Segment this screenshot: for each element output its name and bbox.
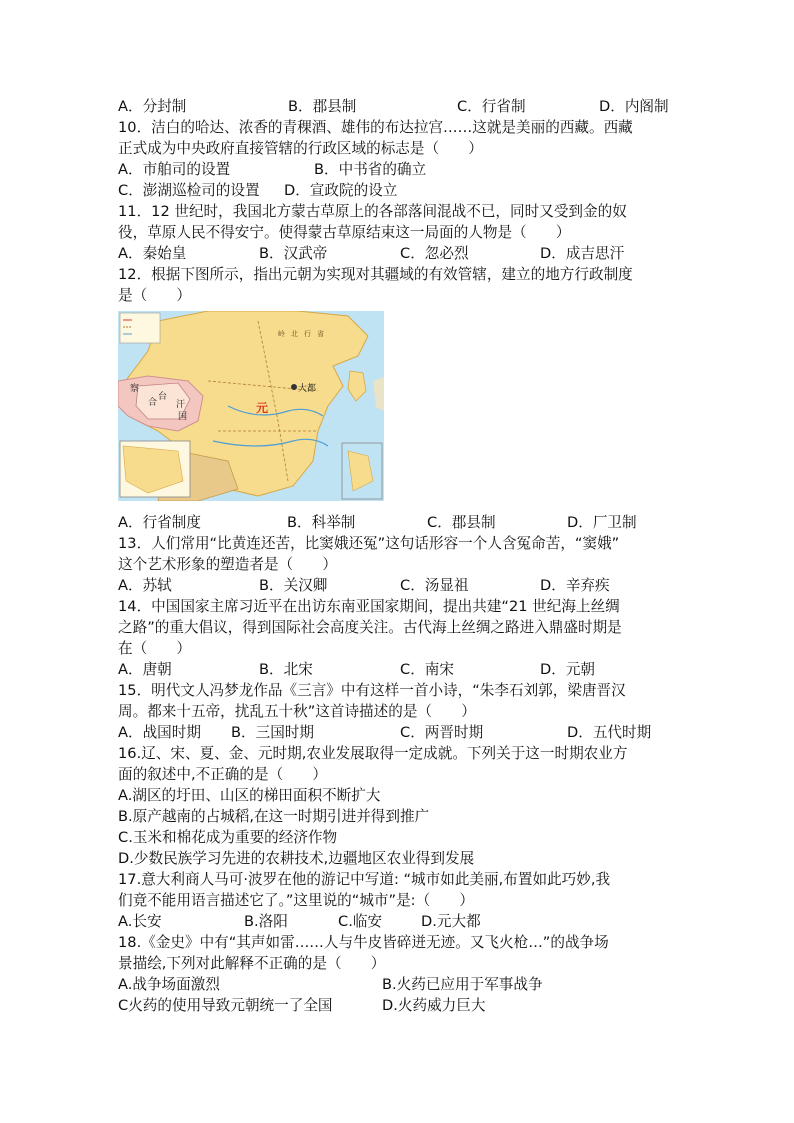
q10-option-a[interactable]: A．市舶司的设置 xyxy=(118,161,231,178)
map-label-khanate-3: 台 xyxy=(158,392,168,402)
q9-option-d[interactable]: D．内阁制 xyxy=(599,98,669,115)
q15-option-c[interactable]: C．两晋时期 xyxy=(400,724,484,741)
q17-option-b[interactable]: B.洛阳 xyxy=(244,913,288,930)
q17-stem-line2: 们竟不能用语言描述它了。”这里说的“城市”是:（ ） xyxy=(118,892,474,909)
q14-stem-line2: 之路”的重大倡议，得到国际社会高度关注。古代海上丝绸之路进入鼎盛时期是 xyxy=(118,619,622,636)
q12-option-c[interactable]: C．郡县制 xyxy=(427,514,496,531)
q13-option-c[interactable]: C．汤显祖 xyxy=(400,577,469,594)
q18-option-c[interactable]: C火药的使用导致元朝统一了全国 xyxy=(118,997,333,1014)
q11-option-d[interactable]: D．成吉思汗 xyxy=(540,245,625,262)
q17-stem-line1: 17.意大利商人马可·波罗在他的游记中写道: “城市如此美丽,布置如此巧妙,我 xyxy=(118,871,611,888)
map-label-khanate-1: 察 xyxy=(130,384,140,394)
q9-option-a[interactable]: A．分封制 xyxy=(118,98,187,115)
map-label-khanate-4: 汗 xyxy=(176,400,186,410)
q11-stem-line1: 11．12 世纪时，我国北方蒙古草原上的各部落间混战不已，同时又受到金的奴 xyxy=(118,203,627,220)
map-label-capital: 大都 xyxy=(298,384,317,394)
q15-option-a[interactable]: A．战国时期 xyxy=(118,724,201,741)
q16-option-b[interactable]: B.原产越南的占城稻,在这一时期引进并得到推广 xyxy=(118,808,430,825)
q12-option-a[interactable]: A．行省制度 xyxy=(118,514,201,531)
q15-option-d[interactable]: D．五代时期 xyxy=(567,724,652,741)
q18-stem-line1: 18.《金史》中有“其声如雷……人与牛皮皆碎迸无迹。又飞火枪…”的战争场 xyxy=(118,934,609,951)
q15-stem-line1: 15．明代文人冯梦龙作品《三言》中有这样一首小诗，“朱李石刘郭，梁唐晋汉 xyxy=(118,682,626,699)
q16-option-d[interactable]: D.少数民族学习先进的农耕技术,边疆地区农业得到发展 xyxy=(118,850,475,867)
q13-stem-line1: 13．人们常用“比黄连还苦，比窦娥还冤”这句话形容一个人含冤命苦，“窦娥” xyxy=(118,535,620,552)
q17-option-d[interactable]: D.元大都 xyxy=(421,913,481,930)
q14-stem-line1: 14．中国国家主席习近平在出访东南亚国家期间，提出共建“21 世纪海上丝绸 xyxy=(118,598,620,615)
q15-stem-line2: 周。都来十五帝，扰乱五十秋”这首诗描述的是（ ） xyxy=(118,703,476,720)
q14-stem-line3: 在（ ） xyxy=(118,640,191,657)
q16-option-a[interactable]: A.湖区的圩田、山区的梯田面积不断扩大 xyxy=(118,787,381,804)
q12-stem-line1: 12．根据下图所示，指出元朝为实现对其疆域的有效管辖，建立的地方行政制度 xyxy=(118,266,633,283)
q16-option-c[interactable]: C.玉米和棉花成为重要的经济作物 xyxy=(118,829,338,846)
q11-option-b[interactable]: B．汉武帝 xyxy=(259,245,328,262)
q17-option-a[interactable]: A.长安 xyxy=(118,913,162,930)
q11-option-a[interactable]: A．秦始皇 xyxy=(118,245,187,262)
q10-option-d[interactable]: D．宣政院的设立 xyxy=(284,182,398,199)
q12-stem-line2: 是（ ） xyxy=(118,287,191,304)
q14-option-c[interactable]: C．南宋 xyxy=(400,661,454,678)
q14-option-d[interactable]: D．元朝 xyxy=(540,661,596,678)
q13-option-b[interactable]: B．关汉卿 xyxy=(259,577,328,594)
q13-option-a[interactable]: A．苏轼 xyxy=(118,577,172,594)
q17-option-c[interactable]: C.临安 xyxy=(338,913,383,930)
q18-stem-line2: 景描绘,下列对此解释不正确的是（ ） xyxy=(118,955,386,972)
yuan-dynasty-map xyxy=(118,311,384,501)
map-label-empire: 元 xyxy=(256,401,269,415)
q10-stem-line2: 正式成为中央政府直接管辖的行政区域的标志是（ ） xyxy=(118,140,483,157)
q9-option-b[interactable]: B．郡县制 xyxy=(288,98,357,115)
q10-stem-line1: 10．洁白的哈达、浓香的青稞酒、雄伟的布达拉宫……这就是美丽的西藏。西藏 xyxy=(118,119,633,136)
q10-option-c[interactable]: C．澎湖巡检司的设置 xyxy=(118,182,260,199)
q18-option-d[interactable]: D.火药威力巨大 xyxy=(382,997,486,1014)
map-label-province: 岭北行省 xyxy=(278,330,330,338)
map-label-khanate-2: 合 xyxy=(148,398,158,408)
q18-option-a[interactable]: A.战争场面激烈 xyxy=(118,976,220,993)
q12-option-d[interactable]: D．厂卫制 xyxy=(567,514,637,531)
q16-stem-line2: 面的叙述中,不正确的是（ ） xyxy=(118,766,327,783)
q10-option-b[interactable]: B．中书省的确立 xyxy=(314,161,427,178)
q11-stem-line2: 役，草原人民不得安宁。使得蒙古草原结束这一局面的人物是（ ） xyxy=(118,224,571,241)
q15-option-b[interactable]: B．三国时期 xyxy=(231,724,314,741)
q12-option-b[interactable]: B．科举制 xyxy=(287,514,356,531)
q13-option-d[interactable]: D．辛弃疾 xyxy=(540,577,610,594)
q13-stem-line2: 这个艺术形象的塑造者是（ ） xyxy=(118,556,337,573)
q16-stem-line1: 16.辽、宋、夏、金、元时期,农业发展取得一定成就。下列关于这一时期农业方 xyxy=(118,745,628,762)
q11-option-c[interactable]: C．忽必烈 xyxy=(400,245,469,262)
q9-option-c[interactable]: C．行省制 xyxy=(457,98,526,115)
q14-option-a[interactable]: A．唐朝 xyxy=(118,661,172,678)
q18-option-b[interactable]: B.火药已应用于军事战争 xyxy=(382,976,543,993)
map-label-khanate-5: 国 xyxy=(178,412,188,422)
map-graphic xyxy=(118,311,384,501)
q14-option-b[interactable]: B．北宋 xyxy=(259,661,313,678)
